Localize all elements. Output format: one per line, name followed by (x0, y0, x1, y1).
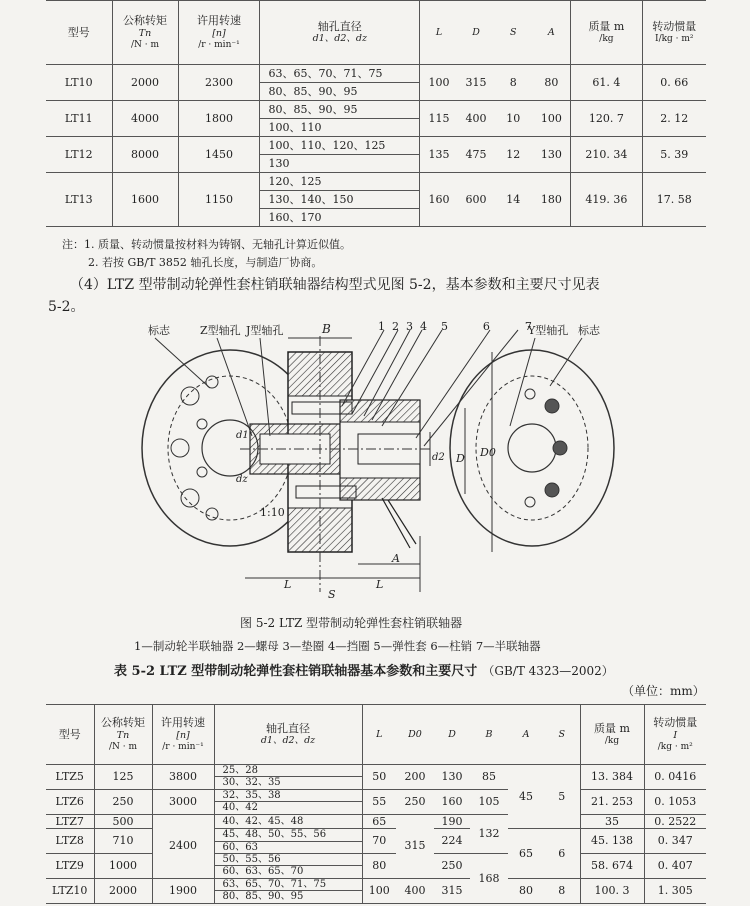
cell-S: 14 (494, 173, 532, 227)
cell-D0: 400 (396, 878, 434, 903)
cell-S: 6 (544, 829, 580, 879)
label-S: S (328, 588, 336, 601)
cell-bores: 50、55、56 60、63、65、70 (214, 854, 362, 879)
cell-D0: 315 (396, 814, 434, 878)
header-torque: 公称转矩 Tn /N · m (94, 705, 152, 765)
cell-L: 80 (362, 854, 396, 879)
cell-D0: 250 (396, 789, 434, 814)
header-model: 型号 (46, 705, 94, 765)
header-S: S (544, 705, 580, 765)
cell-D: 475 (458, 137, 494, 173)
cell-S: 5 (544, 765, 580, 829)
cell-bores: 80、85、90、95 100、110 (260, 101, 420, 137)
cell-D: 224 (434, 829, 470, 854)
cell-torque: 1600 (112, 173, 178, 227)
table-row (46, 878, 706, 903)
cell-S: 8 (494, 65, 532, 101)
cell-bores: 120、125 130、140、150 160、170 (260, 173, 420, 227)
cell-mass: 100. 3 (580, 878, 644, 903)
table-note-2: 2. 若按 GB/T 3852 轴孔长度，与制造厂协商。 (88, 256, 323, 269)
cell-bores: 63、65、70、71、75 80、85、90、95 (214, 878, 362, 903)
header-D: D (434, 705, 470, 765)
label-d1: d1 (236, 430, 249, 441)
cell-torque: 1000 (94, 854, 152, 879)
cell-model: LTZ7 (46, 814, 94, 829)
cell-D0: 200 (396, 765, 434, 790)
cell-D: 600 (458, 173, 494, 227)
header-model: 型号 (46, 1, 112, 65)
cell-speed: 3800 (152, 765, 214, 790)
cell-inertia: 1. 305 (644, 878, 706, 903)
cell-B: 132 (470, 814, 508, 854)
cell-B: 85 (470, 765, 508, 790)
cell-L: 55 (362, 789, 396, 814)
table-row (46, 137, 706, 173)
label-mark-left: 标志 (148, 324, 170, 337)
cell-D: 160 (434, 789, 470, 814)
cell-speed: 1150 (178, 173, 260, 227)
cell-model: LT10 (46, 65, 112, 101)
cell-model: LT11 (46, 101, 112, 137)
coupling-drawing-svg (120, 316, 650, 606)
cell-speed: 2300 (178, 65, 260, 101)
label-L-right: L (376, 578, 384, 591)
cell-torque: 500 (94, 814, 152, 829)
coupling-drawing (120, 316, 650, 606)
table-header-row (46, 1, 706, 65)
header-S: S (494, 1, 532, 65)
cell-L: 135 (420, 137, 458, 173)
header-speed: 许用转速 [n] /r · min⁻¹ (152, 705, 214, 765)
cell-D: 250 (434, 854, 470, 879)
table-row (46, 789, 706, 814)
right-end-view (450, 350, 614, 546)
cell-inertia: 0. 347 (644, 829, 706, 854)
label-z-bore: Z型轴孔 (200, 324, 241, 337)
cell-torque: 2000 (112, 65, 178, 101)
cell-model: LTZ6 (46, 789, 94, 814)
table2-title: 表 5-2 LTZ 型带制动轮弹性套柱销联轴器基本参数和主要尺寸 (114, 664, 478, 679)
cell-mass: 45. 138 (580, 829, 644, 854)
cell-mass: 21. 253 (580, 789, 644, 814)
cell-mass: 35 (580, 814, 644, 829)
cell-speed: 2400 (152, 814, 214, 878)
section-view (155, 330, 582, 592)
cell-torque: 8000 (112, 137, 178, 173)
cell-torque: 250 (94, 789, 152, 814)
table-row (46, 814, 706, 829)
cell-bores: 32、35、38 40、42 (214, 789, 362, 814)
table-lt-parameters (46, 0, 706, 227)
cell-D: 315 (434, 878, 470, 903)
table-row (46, 854, 706, 879)
cell-B: 168 (470, 854, 508, 904)
cell-D: 130 (434, 765, 470, 790)
cell-L: 115 (420, 101, 458, 137)
cell-inertia: 2. 12 (642, 101, 706, 137)
cell-speed: 3000 (152, 789, 214, 814)
header-mass: 质量 m /kg (580, 705, 644, 765)
header-D: D (458, 1, 494, 65)
header-A: A (508, 705, 544, 765)
table-row (46, 65, 706, 101)
header-mass: 质量 m /kg (571, 1, 642, 65)
cell-L: 50 (362, 765, 396, 790)
cell-inertia: 0. 66 (642, 65, 706, 101)
header-inertia: 转动惯量 I/kg · m² (642, 1, 706, 65)
cell-bores: 63、65、70、71、75 80、85、90、95 (260, 65, 420, 101)
table2-standard: （GB/T 4323—2002） (482, 664, 614, 678)
cell-inertia: 0. 0416 (644, 765, 706, 790)
cell-mass: 61. 4 (571, 65, 642, 101)
cell-bores: 40、42、45、48 (214, 814, 362, 829)
cell-L: 100 (420, 65, 458, 101)
cell-A: 130 (532, 137, 570, 173)
label-part-numbers: 1 2 3 4 5 6 7 (378, 320, 532, 333)
body-paragraph-line1: （4）LTZ 型带制动轮弹性套柱销联轴器结构型式见图 5-2，基本参数和主要尺寸见表 (70, 277, 600, 293)
label-B: B (322, 322, 331, 336)
cell-model: LTZ5 (46, 765, 94, 790)
cell-torque: 4000 (112, 101, 178, 137)
cell-D: 190 (434, 814, 470, 829)
cell-S: 8 (544, 878, 580, 903)
label-A: A (392, 552, 400, 565)
table-row (46, 101, 706, 137)
header-bore: 轴孔直径 d1、d2、dz (214, 705, 362, 765)
figure-caption: 图 5-2 LTZ 型带制动轮弹性套柱销联轴器 (240, 616, 463, 630)
cell-A: 100 (532, 101, 570, 137)
cell-torque: 710 (94, 829, 152, 854)
cell-speed: 1450 (178, 137, 260, 173)
header-speed: 许用转速 [n] /r · min⁻¹ (178, 1, 260, 65)
cell-A: 80 (532, 65, 570, 101)
cell-mass: 13. 384 (580, 765, 644, 790)
cell-torque: 2000 (94, 878, 152, 903)
header-D0: D0 (396, 705, 434, 765)
table-row (46, 765, 706, 790)
cell-A: 180 (532, 173, 570, 227)
cell-inertia: 5. 39 (642, 137, 706, 173)
header-bore: 轴孔直径 d1、d2、dz (260, 1, 420, 65)
cell-inertia: 17. 58 (642, 173, 706, 227)
table-ltz-parameters (46, 704, 706, 904)
header-inertia: 转动惯量 I /kg · m² (644, 705, 706, 765)
cell-L: 160 (420, 173, 458, 227)
cell-bores: 100、110、120、125 130 (260, 137, 420, 173)
label-y-bore: Y型轴孔 (528, 324, 569, 337)
cell-S: 12 (494, 137, 532, 173)
header-L: L (420, 1, 458, 65)
label-D: D (456, 452, 465, 465)
cell-mass: 419. 36 (571, 173, 642, 227)
cell-B: 105 (470, 789, 508, 814)
cell-A: 65 (508, 829, 544, 879)
cell-S: 10 (494, 101, 532, 137)
cell-L: 100 (362, 878, 396, 903)
header-B: B (470, 705, 508, 765)
cell-D: 400 (458, 101, 494, 137)
label-j-bore: J型轴孔 (246, 324, 284, 337)
cell-L: 70 (362, 829, 396, 854)
figure-legend: 1—制动轮半联轴器 2—螺母 3—垫圈 4—挡圈 5—弹性套 6—柱销 7—半联轴器 (134, 639, 541, 653)
label-dz: dz (236, 474, 248, 485)
cell-model: LT13 (46, 173, 112, 227)
cell-torque: 125 (94, 765, 152, 790)
cell-model: LT12 (46, 137, 112, 173)
label-D0: D0 (480, 446, 496, 459)
cell-A: 45 (508, 765, 544, 829)
cell-model: LTZ9 (46, 854, 94, 879)
cell-mass: 210. 34 (571, 137, 642, 173)
cell-D: 315 (458, 65, 494, 101)
cell-L: 65 (362, 814, 396, 829)
header-L: L (362, 705, 396, 765)
cell-mass: 58. 674 (580, 854, 644, 879)
body-paragraph-line2: 5-2。 (48, 299, 85, 315)
header-A: A (532, 1, 570, 65)
cell-speed: 1900 (152, 878, 214, 903)
cell-model: LTZ8 (46, 829, 94, 854)
table-note-1: 注：1. 质量、转动惯量按材料为铸钢、无轴孔计算近似值。 (62, 238, 351, 251)
table-header-row (46, 705, 706, 765)
table-row (46, 829, 706, 854)
cell-A: 80 (508, 878, 544, 903)
cell-speed: 1800 (178, 101, 260, 137)
cell-bores: 45、48、50、55、56 60、63 (214, 829, 362, 854)
header-torque: 公称转矩 Tn /N · m (112, 1, 178, 65)
cell-bores: 25、28 30、32、35 (214, 765, 362, 790)
table2-unit: （单位：mm） (622, 684, 705, 698)
cell-model: LTZ10 (46, 878, 94, 903)
label-taper: 1:10 (260, 506, 285, 519)
cell-inertia: 0. 407 (644, 854, 706, 879)
label-mark-right: 标志 (578, 324, 600, 337)
cell-inertia: 0. 2522 (644, 814, 706, 829)
table2-caption (114, 660, 614, 679)
label-d2: d2 (432, 452, 445, 463)
cell-mass: 120. 7 (571, 101, 642, 137)
table-row (46, 173, 706, 227)
label-L-left: L (284, 578, 292, 591)
cell-inertia: 0. 1053 (644, 789, 706, 814)
